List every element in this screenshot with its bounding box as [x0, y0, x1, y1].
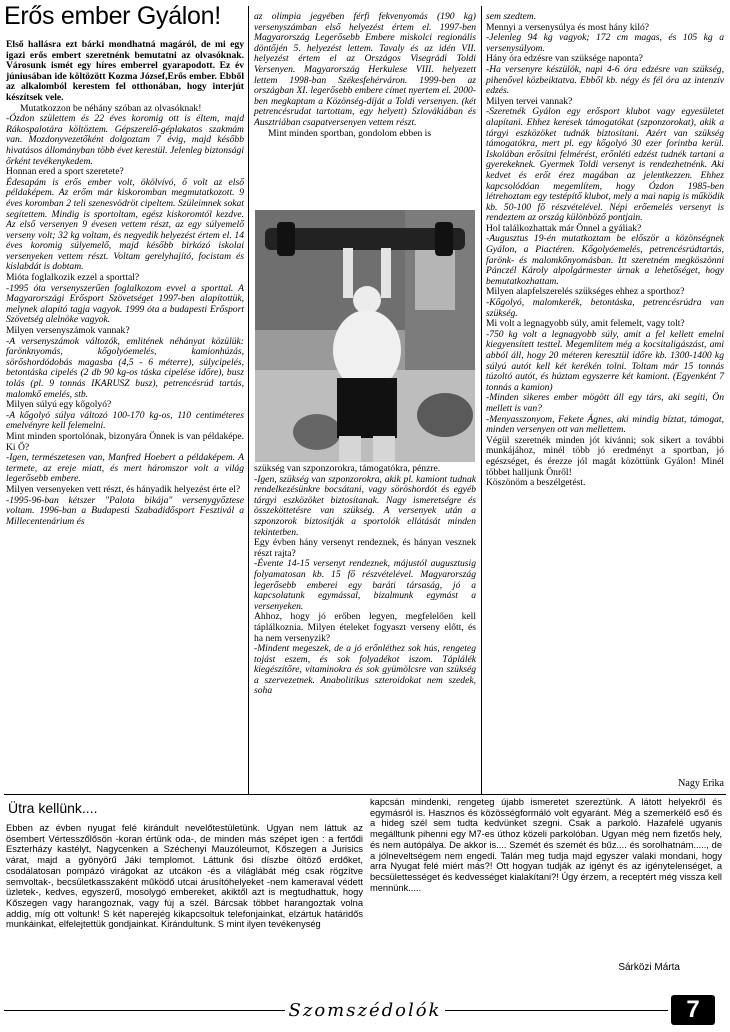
paragraph: -Kőgolyó, malomkerék, betontáska, petrencésrúdra van szükség. — [486, 297, 724, 319]
section2-column-right: kapcsán mindenki, rengeteg újabb ismeretet szereztünk. A látott helyekről és egymásról is. Hasznos és közösségformáló volt egyaránt. Még a szemerkélő eső és a hideg szél sem tudta kedvünket szegni. Csak a parkoló. Hazafelé ugyanis megálltunk pihenni egy M7-es úthoz közeli parkolóban. Ugyan még nem fizetős hely, és nem autópálya. De akkor is.... Szemét és szemét és bűz.... és sorolhatnám....., de a jólneveltségem nem engedi. Talán meg tudja majd egyszer valaki mondani, hogy arra Nyugat felé miért más?! Ott hogyan tudják az igényt és az igénytelenséget, a becsülettességet és kedvességet kialakítani?! Úgy érzem, a receptért még vissza kell mennünk..... — [370, 797, 722, 893]
paragraph: -Jelenleg 94 kg vagyok; 172 cm magas, és 105 kg a versenysúlyom. — [486, 32, 724, 54]
section2-author: Sárközi Márta — [618, 962, 680, 973]
paragraph: Mióta foglalkozik ezzel a sporttal? — [6, 272, 140, 284]
paragraph: Ahhoz, hogy jó erőben legyen, megfelelően kell táplálkoznia. Milyen ételeket fogyaszt verseny előtt, és ha nem versenyzik? — [254, 611, 476, 644]
paragraph: Milyen versenyszámok vannak? — [6, 325, 130, 337]
article-column-1 — [6, 40, 244, 527]
paragraph: Mi volt a legnagyobb súly, amit felemelt, vagy tolt? — [486, 318, 685, 330]
paragraph: Honnan ered a sport szeretete? — [6, 166, 124, 178]
paragraph: -Igen, természetesen van, Manfred Hoebert a példaképem. A termete, az ereje miatt, és mert háromszor volt a világ legerősebb embere. — [6, 452, 244, 485]
paragraph: -Igen, szükség van szponzorokra, akik pl. kamiont tudnak rendelkezésünkre bocsátani, vagy söröshordót és egyéb tárgyi eszközöket biztosítanak. Nagy ismeretségre és összeköttetésre van szükség. A versenyek után a szponzorok biztosítják a sportolók ellátását minden tekintetben. — [254, 473, 476, 538]
paragraph: -Ha versenyre készülök, napi 4-6 óra edzésre van szükség, pihenővel közbeiktatva. Ebből kb. négy és fél óra az intenzív edzés. — [486, 63, 724, 97]
paragraph: az olimpia jegyében férfi fekvenyomás (190 kg) versenyszámban első helyezést értem el. 1997-ben Magyarország Legerősebb Embere miskolci regionális döntőjén 5. helyezést lettem. Tavaly és az idén VII. helyezést értem el az Országos Visegrádi Toldi Versenyen. Magyarország Herkulese VIII. helyezett lettem 1998-ban Székesfehérváron. 1999-ben az országban XI. legerősebb embere címet nyertem el. 2000-ben megkaptam a Közönség-díját a Toldi versenyen. (két petrencésrudat tartottam, egy helyett) Szlovákiában és Ausztriában csapatversenyen vettem részt. — [254, 11, 476, 128]
article-author: Nagy Erika — [678, 778, 724, 789]
paragraph: Végül szeretnék minden jót kívánni; sok sikert a további munkájához, minél több jó eredményt a sportban, jó egészséget, és érezze jól magát közöttünk Gyálon! Minél többet halljunk Önről! — [486, 434, 724, 478]
paragraph: -Menyasszonyom, Fekete Ágnes, aki mindig bíztat, támogat, minden versenyen ott van mellettem. — [486, 413, 724, 436]
paragraph: sem szedtem. — [486, 11, 537, 22]
article-column-3 — [486, 12, 724, 489]
paragraph: Egy évben hány versenyt rendeznek, és hányan vesznek részt rajta? — [254, 537, 476, 559]
strongman-photo — [255, 210, 475, 462]
paragraph: Milyen tervei vannak? — [486, 95, 573, 107]
section-divider — [4, 794, 726, 795]
paragraph: Hány óra edzésre van szüksége naponta? — [486, 53, 643, 65]
paragraph: -Ózdon születtem és 22 éves koromig ott is éltem, majd Rákospalotára költöztem. Gépszerelő-géplakatos szakmám van. Mozdonyvezetőként dolgoztam 7 évig, majd később hivatásos állományban több évet kerestül. Jelenleg biztonsági őrként tevékenykedem. — [6, 113, 244, 167]
publication-name: Szomszédolók — [285, 1000, 445, 1021]
paragraph: Köszönöm a beszélgetést. — [486, 477, 586, 489]
paragraph: Mint minden sportban, gondolom ebben is — [268, 127, 432, 139]
article-title: Erős ember Gyálon! — [4, 2, 221, 30]
page-number: 7 — [671, 995, 715, 1025]
paragraph: -Minden sikeres ember mögött áll egy társ, aki segíti, Ön mellett is van? — [486, 392, 724, 414]
paragraph: Édesapám is erős ember volt, ökölvívó, ő volt az első példaképem. Az erőm már kiskoromban megmutatkozott. 9 éves koromban 2 teli szenesvödröt cipeltem. Szüleimnek sokat segítettem. Mindig is sportoltam, egész kiskoromtól kezdve. Az első versenyen 9 évesen vettem részt, az egy súlyemelő verseny volt; 32 kg voltam, és negyedik helyezést értem el. 14 éves koromig súlyemelő, majd később birkózó iskolai versenyeken vettem részt. Voltam gerelyhajító, focistam és kislabdát is dobtam. — [6, 176, 244, 273]
section2-column-left: Ebben az évben nyugat felé kirándult nevelőtestületünk. Ugyan nem láttuk az ösembert Vértesszőlősön -koran értünk oda-, de minden más szépet igen : a fertődi Eszterházy kastélyt, Nagycenken a Széchenyi Mauzóleumot, Kőszegen a Jurisics várat, majd a gyönyörű Jáki templomot. Láttunk ősi díszbe öltöző erdőket, csodálatosan pompázó virágokat az utcákon -és a világlábát még csak rögzítve semvoltak-, becsületkasszaként működő utcai árusítóhelyeket -nem kameraval védett üzletek-, kedves, egyszerű, mosolygó embereket, akiktől azt is megtudhattuk, hogy Kőszegen vagy harangoznak, vagy fúj a szél. Bárcsak többet harangoztak volna addig, míg ott voltunk! S két naperejég kikapcsoltuk telefonjainkat, elzártuk határidős munkáinkat, elfelejtettük gondjainkat. Kirándultunk. S mint ilyen tevékenység — [6, 823, 363, 930]
paragraph: -Évente 14-15 versenyt rendeznek, májustól augusztusig folyamatosan kb. 15 fő részvételével. Magyarország legerősebb emberei egy baráti társaság, jó a kapcsolatunk egymással, bizalmunk egymást a versenyeken. — [254, 558, 476, 612]
paragraph: -1995-96-ban kétszer "Palota bikája" versenygyőztese voltam. 1996-ban a Budapesti Szabadidősport Fesztivál a Millecentenárium és — [6, 494, 244, 527]
paragraph: Milyen súlyú egy kőgolyó? — [6, 399, 112, 411]
paragraph: -Mindent megeszek, de a jó erőnléthez sok hús, rengeteg tojást eszem, és sok folyadékot iszom. Táplálék kiegészítőre, vitaminokra és sok gyümölcsre van szükség a szervezetnek. Anabolitikus szteroidokat nem szedek, soha — [254, 643, 476, 697]
paragraph: -Szeretnék Gyálon egy erősport klubot vagy egyesületet alapítani. Ehhez keresek támogatókat (szponzorokat), akik a tárgyi eszközöket tudnák biztosítani. Azért van szükség támogatókra, mert pl. egy kőgolyó 30 ezer forintba kerül. Iskolában erősítni felmérést, erőnléti edzést tudnék tartani a gyerekeknek. Gyermek Toldi versenyt is rendezhetnénk. Aki kedvet és erőt érez magában az jelentkezzen. Ehhez kapcsolódóan megemlítem, hogy Ózdon 1985-ben létrehoztam egy testépítő klubot, mely a mai napig is működik kb. 50-100 fő részvételével. Népi erőemelés versenyt is rendeztem az ország különböző pontjain. — [486, 106, 724, 224]
column-divider — [248, 6, 249, 794]
paragraph: Első hallásra ezt bárki mondhatná magáról, de mi egy igazi erős embert szeretnénk bemutatni az olvasóknak. Városunk ismét egy híres emberrel gyarapodott. Ez év júniusában ide költözött Kozma József,Erős ember. Ebből az alkalomból kerestem fel otthonában, hogy interjút készítsek vele. — [6, 39, 244, 103]
section2-title: Ütra kellünk.... — [8, 800, 98, 816]
paragraph: Hol találkozhattak már Önnel a gyáliak? — [486, 222, 642, 234]
paragraph: szükség van szponzorokra, támogatókra, pénzre. — [254, 463, 441, 474]
paragraph: Milyen alapfelszerelés szükséges ehhez a sporthoz? — [486, 286, 685, 298]
paragraph: -A versenyszámok változók, emlitének néhányat közülük: farönknyomás, kőgolyóemelés, kamionhúzás, sörőshordódobás magasba (4,5 - 6 méterre), súlycipelés, betontáska cipelés (2 db 90 kg-os táska cipelése időre), busz tolás (pl. 9 tonnás IKARUSZ busz), petrencésrúd tartás, malomkő emelés, stb. — [6, 335, 244, 400]
article-column-2-bottom — [254, 464, 476, 697]
paragraph: -A kőgolyó súlya változó 100-170 kg-os, 110 centiméteres emelvényre kell felemelni. — [6, 409, 244, 432]
paragraph: Mennyi a versenysúlya és most hány kiló? — [486, 21, 650, 33]
article-column-2-top — [254, 12, 476, 139]
column-divider — [481, 6, 482, 794]
paragraph: Mutatkozzon be néhány szóban az olvasóknak! — [20, 102, 202, 114]
paragraph: -1995 óta versenyszerűen foglalkozom evvel a sporttal. A Magyarországi Erősport Szövetséget 1997-ben alapítottük, melynek alapító tagja vagyok. 1999 óta a budapesti Erősport Szövetség alelnöke vagyok. — [6, 282, 244, 326]
paragraph: Milyen versenyeken vett részt, és hányadik helyezést érte el? — [6, 483, 241, 495]
paragraph: -Augusztus 19-én mutatkoztam be először a közönségnek Gyálon, a Piactéren. Kőgolyóemelés, petrencésrúdtartás, farönk- és malomkőnyomásban. Itt szeretném megköszönni Pánczél Károly alpolgármester úrnak a lehetőséget, hogy bemutatkozhattam. — [486, 233, 724, 287]
paragraph: Mint minden sportolónak, bizonyára Önnek is van példaképe. Ki Ő? — [6, 430, 244, 453]
paragraph: -750 kg volt a legnagyobb súly, amit a fel kellett emelni kiegyensített testtel. Megemlítem még a kocsitaligászást, ami abból áll, hogy 20 méteren keresztül időre kb. 1300-1400 kg súlyú autót kell két kerékén tolni. Toltam már 15 tonnás túzoltó autót, és húztam egyszerre két kamiont. (Egyenként 7 tonnás a kamion) — [486, 328, 724, 393]
